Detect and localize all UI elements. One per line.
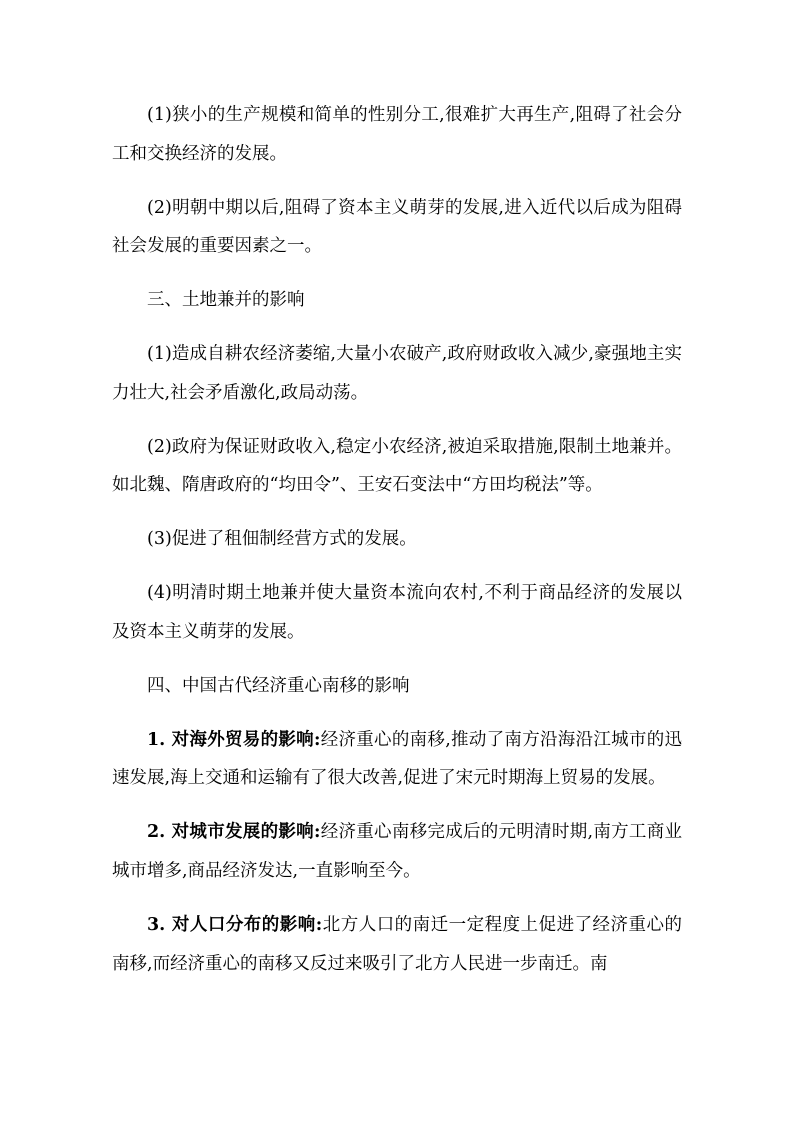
section-heading-3 [112,281,682,320]
paragraph-7 [112,574,682,651]
paragraph-text: (1)造成自耕农经济萎缩,大量小农破产,政府财政收入减少,豪强地主实力壮大,社会矛盾激化,政局动荡。 [112,344,682,403]
paragraph-text: (2)政府为保证财政收入,稳定小农经济,被迫采取措施,限制土地兼并。如北魏、隋唐政府的“均田令”、王安石变法中“方田均税法”等。 [112,436,682,496]
paragraph-1 [112,96,682,173]
paragraph-2 [112,189,682,266]
paragraph-lead: 2. 对城市发展的影响: [147,822,321,843]
document-page [112,96,682,999]
paragraph-9 [112,721,682,798]
paragraph-text: (4)明清时期土地兼并使大量资本流向农村,不利于商品经济的发展以及资本主义萌芽的发展。 [112,583,682,642]
paragraph-10 [112,813,682,890]
section-heading-4 [112,667,682,706]
paragraph-4 [112,335,682,412]
paragraph-text: (1)狭小的生产规模和简单的性别分工,很难扩大再生产,阻碍了社会分工和交换经济的发展。 [112,105,682,164]
heading-text: 四、中国古代经济重心南移的影响 [147,675,410,696]
paragraph-text: (3)促进了租佃制经营方式的发展。 [147,529,417,550]
paragraph-lead: 3. 对人口分布的影响: [147,915,323,935]
paragraph-text: 经济重心南移完成后的元明清时期,南方工商业城市增多,商品经济发达,一直影响至今。 [112,822,682,882]
paragraph-6 [112,520,682,559]
paragraph-text: 经济重心的南移,推动了南方沿海沿江城市的迅速发展,海上交通和运输有了很大改善,促进了宋元时期海上贸易的发展。 [112,729,682,789]
paragraph-text: 北方人口的南迁一定程度上促进了经济重心的南移,而经济重心的南移又反过来吸引了北方人民进一步南迁。南 [112,915,683,974]
heading-text: 三、土地兼并的影响 [147,290,305,311]
paragraph-lead: 1. 对海外贸易的影响: [147,729,321,750]
paragraph-5 [112,428,682,505]
paragraph-text: (2)明朝中期以后,阻碍了资本主义萌芽的发展,进入近代以后成为阻碍社会发展的重要因素之一。 [112,197,682,257]
paragraph-11 [112,906,682,983]
